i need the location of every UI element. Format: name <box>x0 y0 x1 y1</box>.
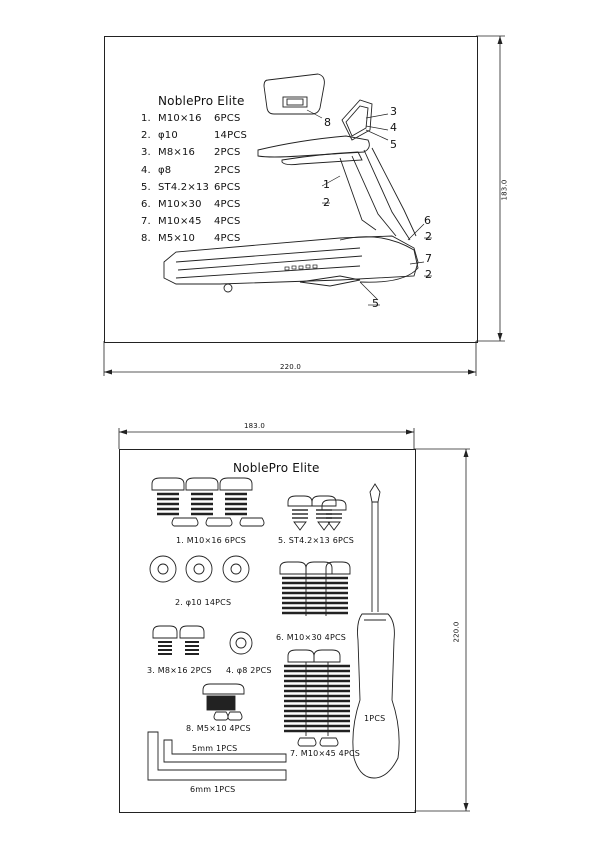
washers-phi10 <box>150 556 249 582</box>
screwdriver <box>353 484 399 778</box>
label-m5x10: 8. M5×10 4PCS <box>186 724 251 733</box>
callout-2b: 2 <box>425 230 433 243</box>
callout-2: 2 <box>323 196 331 209</box>
label-m8x16: 3. M8×16 2PCS <box>147 666 212 675</box>
part-number: 8. <box>141 233 151 245</box>
washer-phi8 <box>230 632 252 654</box>
label-m10x30: 6. M10×30 4PCS <box>276 633 347 642</box>
part-name: ST4.2×13 <box>158 181 210 193</box>
part-name: M10×16 <box>158 113 202 124</box>
sheet1-dim-height: 183.0 <box>500 179 509 201</box>
sheet2-dim-width: 183.0 <box>244 422 266 430</box>
part-qty: 4PCS <box>214 199 241 210</box>
part-number: 1. <box>141 113 151 124</box>
part-qty: 6PCS <box>214 113 241 124</box>
part-qty: 6PCS <box>214 181 241 193</box>
part-number: 3. <box>141 147 151 159</box>
callout-6: 6 <box>424 214 432 227</box>
sheet2-title: NoblePro Elite <box>233 461 320 475</box>
screws-m5x10 <box>203 684 244 720</box>
callout-8: 8 <box>324 116 332 129</box>
part-qty: 14PCS <box>214 130 248 142</box>
part-name: φ8 <box>158 164 172 176</box>
bolts-m10x30 <box>280 562 350 616</box>
part-name: M10×30 <box>158 199 202 210</box>
part-qty: 2PCS <box>214 164 241 176</box>
part-number: 7. <box>141 216 151 228</box>
bolts-m8x16 <box>153 626 204 654</box>
callout-1: 1 <box>323 178 331 191</box>
hex-wrench-6mm <box>148 732 286 780</box>
part-number: 2. <box>141 130 151 142</box>
label-st42: 5. ST4.2×13 6PCS <box>278 536 355 545</box>
label-screwdriver: 1PCS <box>364 714 386 723</box>
sheet1-title: NoblePro Elite <box>158 94 245 108</box>
part-name: φ10 <box>158 130 178 142</box>
label-phi10: 2. φ10 14PCS <box>175 598 232 607</box>
label-phi8: 4. φ8 2PCS <box>226 666 272 675</box>
callout-4: 4 <box>390 121 398 134</box>
bolts-m10x45 <box>284 650 350 746</box>
sheet1-dim-width: 220.0 <box>280 363 302 371</box>
callout-5b: 5 <box>372 297 380 310</box>
bolts-m10x16 <box>152 478 264 526</box>
callout-3: 3 <box>390 105 398 118</box>
callout-7: 7 <box>425 252 433 265</box>
part-number: 6. <box>141 199 151 210</box>
label-wrench-5mm: 5mm 1PCS <box>192 744 238 753</box>
callout-5: 5 <box>390 138 398 151</box>
part-name: M8×16 <box>158 147 196 159</box>
label-m10x45: 7. M10×45 4PCS <box>290 749 361 758</box>
callout-2c: 2 <box>425 268 433 281</box>
screws-st42 <box>288 496 346 530</box>
part-name: M10×45 <box>158 216 202 228</box>
sheet2-dim-height: 220.0 <box>452 621 461 643</box>
part-qty: 4PCS <box>214 233 241 245</box>
part-number: 5. <box>141 181 151 193</box>
part-number: 4. <box>141 164 151 176</box>
part-qty: 4PCS <box>214 216 241 228</box>
label-m10x16: 1. M10×16 6PCS <box>176 536 247 545</box>
part-name: M5×10 <box>158 233 196 245</box>
label-wrench-6mm: 6mm 1PCS <box>190 785 236 794</box>
part-qty: 2PCS <box>214 147 241 159</box>
